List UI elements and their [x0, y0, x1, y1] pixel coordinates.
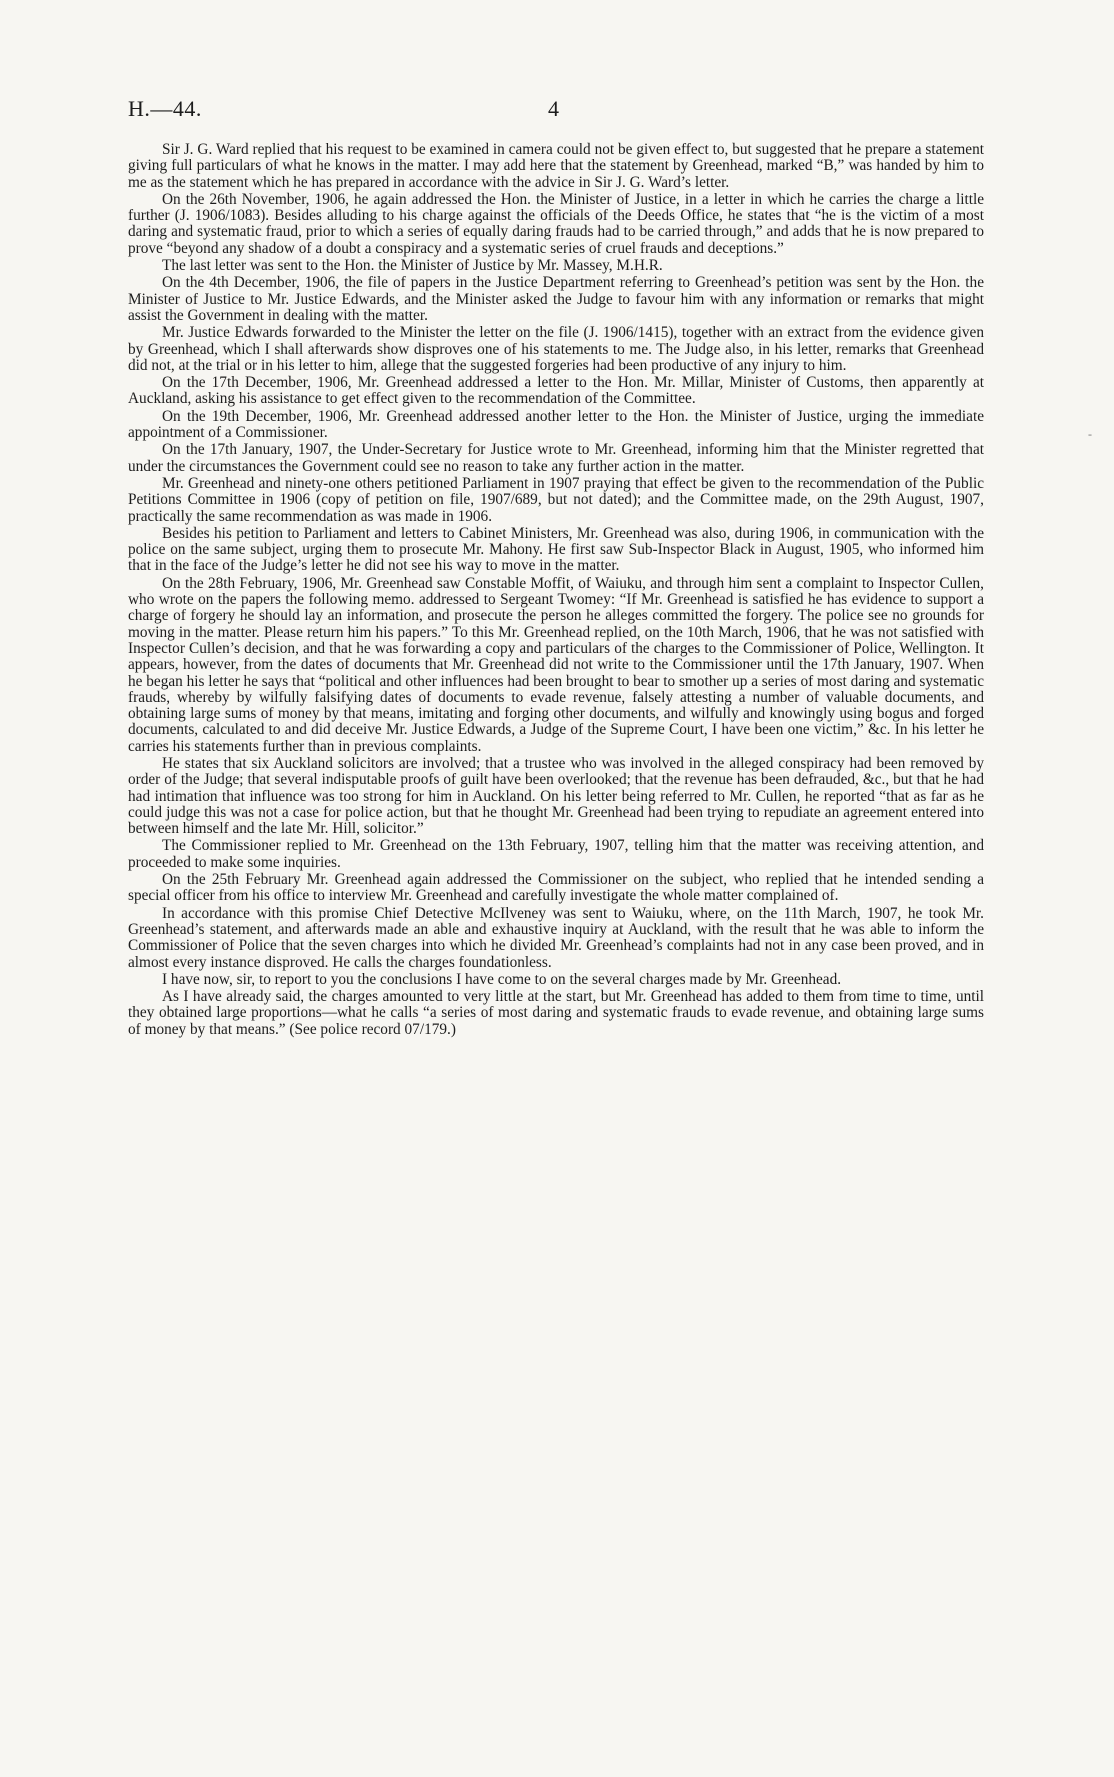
paragraph: On the 26th November, 1906, he again addressed the Hon. the Minister of Justice, in a letter in which he carries the charge a little further (J. 1906/1083). Besides alluding to his charge against the officials of the Deeds Office, he states that “he is the victim of a most daring and systematic fraud, prior to which a series of equally daring frauds had to be carried through,” and adds that he is now prepared to prove “beyond any shadow of a doubt a conspiracy and a systematic series of cruel frauds and deceptions.”	[128, 190, 984, 257]
paragraph: He states that six Auckland solicitors are involved; that a trustee who was involved in the alleged conspiracy had been removed by order of the Judge; that several indisputable proofs of guilt have been overlooked; that the revenue has been defrauded, &c., but that he had had intimation that influence was too strong for him in Auckland. On his letter being referred to Mr. Cullen, he reported “that as far as he could judge this was not a case for police action, but that he thought Mr. Greenhead had been trying to repudiate an agreement entered into between himself and the late Mr. Hill, solicitor.”	[128, 754, 984, 838]
paragraph: As I have already said, the charges amounted to very little at the start, but Mr. Greenhead has added to them from time to time, until they obtained large proportions—what he calls “a series of most daring and systematic frauds to evade revenue, and obtaining large sums of money by that means.” (See police record 07/179.)	[128, 988, 984, 1038]
paragraph: I have now, sir, to report to you the conclusions I have come to on the several charges made by Mr. Greenhead.	[162, 970, 842, 988]
paragraph: The Commissioner replied to Mr. Greenhead on the 13th February, 1907, telling him that the matter was receiving attention, and proceeded to make some inquiries.	[128, 837, 984, 871]
paragraph: On the 19th December, 1906, Mr. Greenhead addressed another letter to the Hon. the Minister of Justice, urging the immediate appointment of a Commissioner.	[128, 407, 984, 442]
paragraph: On the 25th February Mr. Greenhead again addressed the Commissioner on the subject, who replied that he intended sending a special officer from his office to interview Mr. Greenhead and carefully investigate the whole matter complained of.	[128, 871, 984, 905]
document-reference: H.—44.	[128, 96, 202, 121]
paragraph: Mr. Justice Edwards forwarded to the Minister the letter on the file (J. 1906/1415), together with an extract from the evidence given by Greenhead, which I shall afterwards show disproves one of his statements to me. The Judge also, in his letter, remarks that Greenhead did not, at the trial or in his letter to him, allege that the suggested forgeries had been productive of any injury to him.	[128, 324, 984, 374]
paragraph: Besides his petition to Parliament and letters to Cabinet Ministers, Mr. Greenhead was also, during 1906, in communication with the police on the same subject, urging them to prosecute Mr. Mahony. He first saw Sub-Inspector Black in August, 1905, who informed him that in the face of the Judge’s letter he did not see his way to move in the matter.	[128, 524, 984, 575]
paragraph: On the 28th February, 1906, Mr. Greenhead saw Constable Moffit, of Waiuku, and through him sent a complaint to Inspector Cullen, who wrote on the papers the following memo. addressed to Sergeant Twomey: “If Mr. Greenhead is satisfied he has evidence to support a charge of forgery he should lay an information, and prosecute the person he alleges committed the forgery. The police see no grounds for moving in the matter. Please return him his papers.” To this Mr. Greenhead replied, on the 10th March, 1906, that he was not satisfied with Inspector Cullen’s decision, and that he was forwarding a copy and particulars of the charges to the Commissioner of Police, Wellington. It appears, however, from the dates of documents that Mr. Greenhead did not write to the Commissioner until the 17th January, 1907. When he began his letter he says that “political and other influences had been brought to bear to smother up a series of most daring and systematic frauds, whereby by wilfully falsifying dates of documents to evade revenue, falsely attesting a number of valuable documents, and obtaining large sums of money by that means, imitating and forging other documents, and wilfully and knowingly using bogus and forged documents, calculated to and did deceive Mr. Justice Edwards, a Judge of the Supreme Court, I have been one victim,” &c. In his letter he carries his statements further than in previous complaints.	[128, 574, 984, 755]
paragraph: On the 17th December, 1906, Mr. Greenhead addressed a letter to the Hon. Mr. Millar, Minister of Customs, then apparently at Auckland, asking his assistance to get effect given to the recommendation of the Committee.	[128, 374, 984, 408]
paragraph: In accordance with this promise Chief Detective McIlveney was sent to Waiuku, where, on the 11th March, 1907, he took Mr. Greenhead’s statement, and afterwards made an able and exhaustive inquiry at Auckland, with the result that he was able to inform the Commissioner of Police that the seven charges into which he divided Mr. Greenhead’s complaints had not in any case been proved, and in almost every instance disproved. He calls the charges foundationless.	[128, 904, 984, 971]
paragraph: On the 17th January, 1907, the Under-Secretary for Justice wrote to Mr. Greenhead, informing him that the Minister regretted that under the circumstances the Government could see no reason to take any further action in the matter.	[128, 441, 984, 475]
paragraph: Mr. Greenhead and ninety-one others petitioned Parliament in 1907 praying that effect be given to the recommendation of the Public Petitions Committee in 1906 (copy of petition on file, 1907/689, but not dated); and the Committee made, on the 29th August, 1907, practically the same recommendation as was made in 1906.	[128, 474, 984, 525]
paragraph: Sir J. G. Ward replied that his request to be examined in camera could not be given effect to, but suggested that he prepare a statement giving full particulars of what he knows in the matter. I may add here that the statement by Greenhead, marked “B,” was handed by him to me as the statement which he has prepared in accordance with the advice in Sir J. G. Ward’s letter.	[128, 141, 984, 191]
body-text	[128, 142, 984, 1038]
paragraph: On the 4th December, 1906, the file of papers in the Justice Department referring to Greenhead’s petition was sent by the Hon. the Minister of Justice to Mr. Justice Edwards, and the Minister asked the Judge to favour him with any information or remarks that might assist the Government in dealing with the matter.	[128, 274, 984, 324]
page-number: 4	[548, 96, 559, 121]
page-header	[128, 96, 986, 126]
paragraph: The last letter was sent to the Hon. the Minister of Justice by Mr. Massey, M.H.R.	[162, 257, 663, 275]
margin-mark: -	[1088, 427, 1092, 441]
